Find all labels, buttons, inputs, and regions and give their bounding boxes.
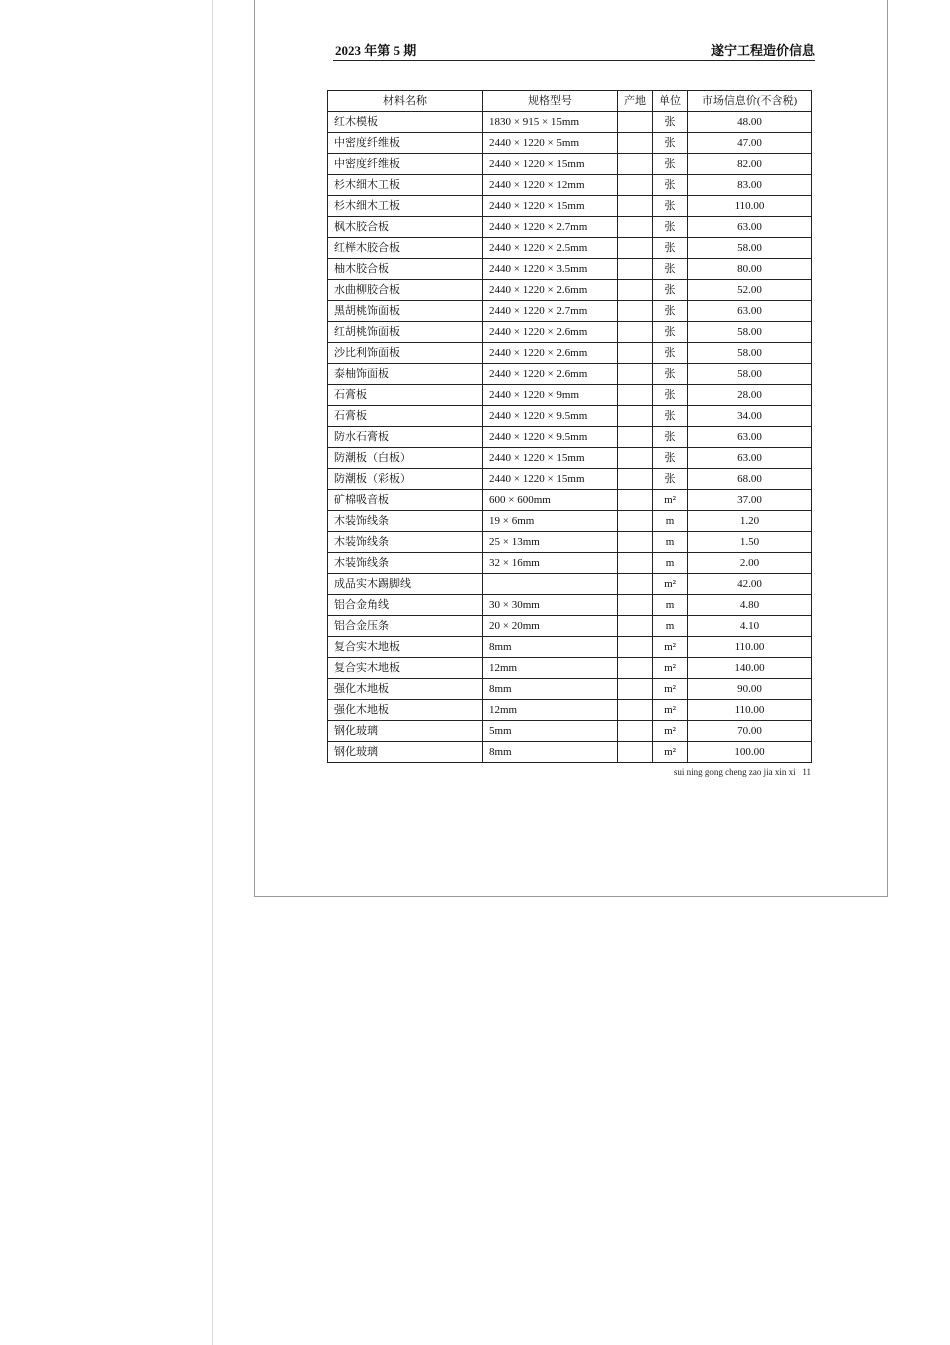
cell-origin [618,280,653,301]
cell-spec: 2440 × 1220 × 3.5mm [483,259,618,280]
table-row [328,259,812,280]
cell-unit: 张 [653,259,688,280]
page-header [333,38,815,61]
cell-unit: m² [653,679,688,700]
cell-material-name: 泰柚饰面板 [328,364,483,385]
table-row [328,448,812,469]
cell-price: 80.00 [688,259,812,280]
cell-material-name: 石膏板 [328,385,483,406]
cell-spec: 25 × 13mm [483,532,618,553]
cell-origin [618,469,653,490]
table-row [328,301,812,322]
cell-spec: 2440 × 1220 × 2.6mm [483,343,618,364]
cell-material-name: 铝合金压条 [328,616,483,637]
cell-price: 68.00 [688,469,812,490]
table-row [328,406,812,427]
cell-material-name: 石膏板 [328,406,483,427]
cell-material-name: 中密度纤维板 [328,133,483,154]
cell-price: 90.00 [688,679,812,700]
cell-origin [618,574,653,595]
cell-material-name: 强化木地板 [328,700,483,721]
cell-origin [618,322,653,343]
cell-origin [618,217,653,238]
cell-unit: 张 [653,406,688,427]
cell-unit: 张 [653,301,688,322]
cell-unit: m [653,616,688,637]
cell-price: 58.00 [688,364,812,385]
cell-price: 82.00 [688,154,812,175]
cell-spec: 2440 × 1220 × 2.6mm [483,280,618,301]
cell-origin [618,406,653,427]
cell-unit: m² [653,742,688,763]
table-row [328,238,812,259]
table-row [328,217,812,238]
cell-price: 140.00 [688,658,812,679]
cell-price: 110.00 [688,637,812,658]
cell-price: 70.00 [688,721,812,742]
cell-spec: 2440 × 1220 × 9.5mm [483,406,618,427]
cell-material-name: 复合实木地板 [328,658,483,679]
cell-origin [618,259,653,280]
cell-origin [618,700,653,721]
table-row [328,469,812,490]
cell-unit: 张 [653,196,688,217]
cell-spec: 1830 × 915 × 15mm [483,112,618,133]
cell-spec: 2440 × 1220 × 12mm [483,175,618,196]
cell-material-name: 成品实木踢脚线 [328,574,483,595]
table-row [328,343,812,364]
cell-spec: 12mm [483,700,618,721]
cell-price: 1.20 [688,511,812,532]
cell-unit: 张 [653,280,688,301]
cell-origin [618,385,653,406]
cell-price: 63.00 [688,448,812,469]
cell-material-name: 红胡桃饰面板 [328,322,483,343]
cell-unit: 张 [653,217,688,238]
table-row [328,616,812,637]
cell-origin [618,679,653,700]
cell-price: 37.00 [688,490,812,511]
publication-title: 遂宁工程造价信息 [710,43,815,58]
cell-price: 58.00 [688,238,812,259]
table-body [328,112,812,763]
table-row [328,637,812,658]
cell-material-name: 中密度纤维板 [328,154,483,175]
cell-unit: m [653,532,688,553]
cell-material-name: 钢化玻璃 [328,742,483,763]
cell-origin [618,532,653,553]
cell-origin [618,490,653,511]
cell-spec: 2440 × 1220 × 2.7mm [483,217,618,238]
cell-origin [618,427,653,448]
table-row [328,658,812,679]
cell-origin [618,238,653,259]
column-header-spec: 规格型号 [483,91,618,112]
table-row [328,532,812,553]
cell-unit: 张 [653,154,688,175]
cell-spec: 2440 × 1220 × 15mm [483,196,618,217]
cell-price: 52.00 [688,280,812,301]
cell-price: 83.00 [688,175,812,196]
footer-text: sui ning gong cheng zao jia xin xi [673,767,796,777]
cell-origin [618,511,653,532]
cell-unit: 张 [653,364,688,385]
cell-origin [618,133,653,154]
cell-material-name: 沙比利饰面板 [328,343,483,364]
cell-unit: 张 [653,112,688,133]
cell-price: 48.00 [688,112,812,133]
cell-unit: m² [653,637,688,658]
cell-spec: 2440 × 1220 × 2.5mm [483,238,618,259]
cell-origin [618,301,653,322]
cell-origin [618,448,653,469]
cell-price: 110.00 [688,196,812,217]
cell-spec: 19 × 6mm [483,511,618,532]
column-header-unit: 单位 [653,91,688,112]
cell-origin [618,553,653,574]
cell-origin [618,742,653,763]
price-table [327,90,812,763]
cell-price: 28.00 [688,385,812,406]
table-head [328,91,812,112]
cell-material-name: 杉木细木工板 [328,175,483,196]
cell-spec: 2440 × 1220 × 15mm [483,469,618,490]
cell-origin [618,196,653,217]
cell-spec: 8mm [483,637,618,658]
cell-spec: 600 × 600mm [483,490,618,511]
cell-material-name: 枫木胶合板 [328,217,483,238]
cell-material-name: 复合实木地板 [328,637,483,658]
cell-unit: m [653,511,688,532]
cell-price: 58.00 [688,322,812,343]
cell-material-name: 红木模板 [328,112,483,133]
cell-unit: m [653,595,688,616]
cell-unit: 张 [653,385,688,406]
cell-material-name: 木装饰线条 [328,553,483,574]
cell-spec: 20 × 20mm [483,616,618,637]
cell-unit: m² [653,700,688,721]
cell-material-name: 红榉木胶合板 [328,238,483,259]
column-header-price: 市场信息价(不含税) [688,91,812,112]
cell-unit: 张 [653,343,688,364]
table-row [328,511,812,532]
cell-price: 63.00 [688,217,812,238]
cell-price: 4.80 [688,595,812,616]
cell-spec: 32 × 16mm [483,553,618,574]
cell-unit: m² [653,658,688,679]
table-row [328,490,812,511]
cell-spec: 8mm [483,679,618,700]
cell-spec: 30 × 30mm [483,595,618,616]
cell-spec: 12mm [483,658,618,679]
cell-origin [618,154,653,175]
table-row [328,679,812,700]
cell-spec: 2440 × 1220 × 9mm [483,385,618,406]
table-row [328,742,812,763]
cell-material-name: 强化木地板 [328,679,483,700]
cell-origin [618,112,653,133]
cell-origin [618,175,653,196]
cell-unit: m² [653,574,688,595]
cell-unit: 张 [653,238,688,259]
cell-unit: m² [653,721,688,742]
table-row [328,154,812,175]
cell-unit: m² [653,490,688,511]
table-row [328,553,812,574]
table-row [328,721,812,742]
cell-origin [618,721,653,742]
cell-origin [618,616,653,637]
cell-material-name: 钢化玻璃 [328,721,483,742]
table-row [328,322,812,343]
table-row [328,133,812,154]
cell-material-name: 杉木细木工板 [328,196,483,217]
table-row [328,427,812,448]
cell-price: 2.00 [688,553,812,574]
table-row [328,385,812,406]
cell-material-name: 黑胡桃饰面板 [328,301,483,322]
cell-price: 110.00 [688,700,812,721]
table-row [328,112,812,133]
cell-price: 1.50 [688,532,812,553]
cell-unit: 张 [653,322,688,343]
cell-origin [618,343,653,364]
table-row [328,364,812,385]
cell-origin [618,595,653,616]
cell-unit: 张 [653,175,688,196]
cell-unit: 张 [653,469,688,490]
cell-unit: m [653,553,688,574]
issue-label: 2023 年第 5 期 [335,43,417,58]
page-footer [674,767,811,777]
cell-spec: 2440 × 1220 × 9.5mm [483,427,618,448]
cell-price: 58.00 [688,343,812,364]
cell-material-name: 柚木胶合板 [328,259,483,280]
cell-material-name: 防潮板（彩板） [328,469,483,490]
cell-price: 63.00 [688,427,812,448]
cell-material-name: 矿棉吸音板 [328,490,483,511]
cell-unit: 张 [653,427,688,448]
cell-material-name: 木装饰线条 [328,511,483,532]
table-header-row [328,91,812,112]
table-row [328,595,812,616]
cell-spec [483,574,618,595]
cell-price: 100.00 [688,742,812,763]
cell-spec: 2440 × 1220 × 2.7mm [483,301,618,322]
table-row [328,196,812,217]
cell-unit: 张 [653,448,688,469]
page-number: 11 [802,767,811,777]
cell-price: 34.00 [688,406,812,427]
table-row [328,280,812,301]
cell-price: 47.00 [688,133,812,154]
cell-spec: 2440 × 1220 × 15mm [483,154,618,175]
table-row [328,175,812,196]
cell-spec: 2440 × 1220 × 5mm [483,133,618,154]
cell-material-name: 铝合金角线 [328,595,483,616]
cell-spec: 2440 × 1220 × 15mm [483,448,618,469]
cell-spec: 2440 × 1220 × 2.6mm [483,322,618,343]
cell-price: 42.00 [688,574,812,595]
document-page [254,0,888,897]
column-header-origin: 产地 [618,91,653,112]
cell-origin [618,364,653,385]
cell-price: 63.00 [688,301,812,322]
cell-unit: 张 [653,133,688,154]
cell-material-name: 防水石膏板 [328,427,483,448]
cell-material-name: 木装饰线条 [328,532,483,553]
cell-origin [618,658,653,679]
cell-material-name: 防潮板（白板） [328,448,483,469]
cell-price: 4.10 [688,616,812,637]
cell-material-name: 水曲柳胶合板 [328,280,483,301]
cell-spec: 8mm [483,742,618,763]
viewer-divider [212,0,213,1345]
column-header-name: 材料名称 [328,91,483,112]
table-row [328,700,812,721]
cell-spec: 2440 × 1220 × 2.6mm [483,364,618,385]
cell-origin [618,637,653,658]
cell-spec: 5mm [483,721,618,742]
table-row [328,574,812,595]
